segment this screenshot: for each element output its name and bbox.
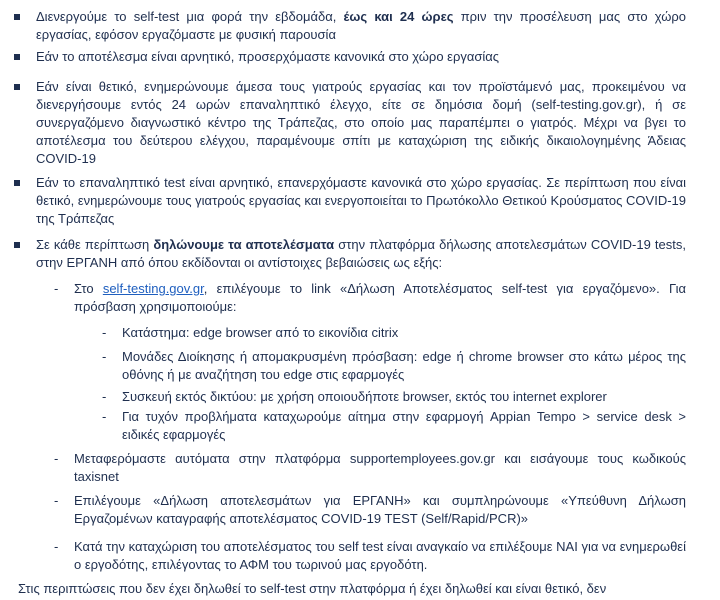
dash-text: Στο bbox=[74, 281, 103, 296]
self-testing-link[interactable]: self-testing.gov.gr bbox=[102, 281, 204, 296]
subdash-text: Μονάδες Διοίκησης ή απομακρυσμένη πρόσβαση: edge ή chrome browser στο κάτω μέρος της οθόνης ή με αναζήτηση του edge στις εφαρμογές bbox=[122, 349, 686, 382]
bold-text: δηλώνουμε τα αποτελέσματα bbox=[153, 237, 335, 252]
bullet-text: Εάν το επαναληπτικό test είναι αρνητικό, επανερχόμαστε κανονικά στο χώρο εργασίας. Σε περίπτωση που είναι θετικό, ενημερώνουμε τους γιατρούς εργασίας και ενεργοποιείται το Πρωτόκολλο Θετικού Κρούσματος COVID-19 της Τράπεζας bbox=[36, 175, 686, 226]
dash-self-testing-link bbox=[74, 280, 686, 316]
dash-text: Επιλέγουμε «Δήλωση αποτελεσμάτων για ΕΡΓΑΝΗ» και συμπληρώνουμε «Υπεύθυνη Δήλωση Εργαζομένων καταγραφής αποτελέσματος COVID-19 TEST (Self/Rapid/PCR)» bbox=[74, 493, 686, 526]
subdash-problems bbox=[122, 408, 686, 444]
bullet-repeat-test bbox=[36, 174, 686, 228]
bullet-declare-results bbox=[36, 236, 686, 272]
subdash-management-units bbox=[122, 348, 686, 384]
bullet-negative-result bbox=[36, 48, 686, 66]
footer-text: Στις περιπτώσεις που δεν έχει δηλωθεί το self-test στην πλατφόρμα ή έχει δηλωθεί και είναι θετικό, δεν bbox=[18, 581, 607, 596]
dash-text: , επιλέγουμε το link «Δήλωση Αποτελέσματος self-test για εργαζόμενο». Για πρόσβαση χρησιμοποιούμε: bbox=[74, 281, 686, 314]
subdash-text: Κατάστημα: edge browser από το εικονίδια citrix bbox=[122, 325, 399, 340]
bullet-text: πριν την προσέλευση μας στο χώρο εργασίας, εφόσον εργαζόμαστε με φυσική παρουσία bbox=[36, 9, 686, 42]
bullet-text: Διενεργούμε το self-test μια φορά την εβδομάδα, bbox=[36, 9, 344, 24]
dash-text: Κατά την καταχώριση του αποτελέσματος του self test είναι αναγκαίο να επιλέξουμε ΝΑΙ για να ενημερωθεί ο εργοδότης, επιλέγοντας το ΑΦΜ του τωρινού μας εργοδότη. bbox=[74, 539, 686, 572]
bullet-text: Σε κάθε περίπτωση bbox=[36, 237, 154, 252]
bullet-text: Εάν το αποτέλεσμα είναι αρνητικό, προσερχόμαστε κανονικά στο χώρο εργασίας bbox=[36, 49, 500, 64]
footer-paragraph bbox=[18, 580, 686, 598]
bold-text: έως και 24 ώρες bbox=[343, 9, 454, 24]
subdash-store bbox=[122, 324, 686, 342]
dash-text: Μεταφερόμαστε αυτόματα στην πλατφόρμα supportemployees.gov.gr και εισάγουμε τους κωδικούς taxisnet bbox=[74, 451, 686, 484]
bullet-text: στην πλατφόρμα δήλωσης αποτελεσμάτων COVID-19 tests, στην ΕΡΓΑΝΗ από όπου εκδίδονται οι αντίστοιχες βεβαιώσεις ως εξής: bbox=[36, 237, 686, 270]
dash-employer-notify bbox=[74, 538, 686, 574]
bullet-positive-result bbox=[36, 78, 686, 168]
subdash-text: Για τυχόν προβλήματα καταχωρούμε αίτημα στην εφαρμογή Appian Tempo > service desk > ειδικές εφαρμογές bbox=[122, 409, 686, 442]
dash-supportemployees bbox=[74, 450, 686, 486]
bullet-text: Εάν είναι θετικό, ενημερώνουμε άμεσα τους γιατρούς εργασίας και τον προϊστάμενό μας, προκειμένου να διενεργήσουμε εντός 24 ωρών επαναληπτικό έλεγχο, είτε σε δημόσια δομή (self-testing.gov.gr), ή σε συνεργαζόμενο διαγνωστικό κέντρο της Τράπεζας, στο οποίο μας παραπέμπει ο γιατρός. Μέχρι να βγει το αποτέλεσμα του δεύτερου ελέγχου, παραμένουμε σπίτι με καταχώριση της ειδικής δικαιολογημένης Άδειας COVID-19 bbox=[36, 79, 686, 166]
dash-ergani-declaration bbox=[74, 492, 686, 528]
bullet-self-test-frequency bbox=[36, 8, 686, 44]
subdash-offnetwork-device bbox=[122, 388, 686, 406]
subdash-text: Συσκευή εκτός δικτύου: με χρήση οποιουδήποτε browser, εκτός του internet explorer bbox=[122, 389, 607, 404]
